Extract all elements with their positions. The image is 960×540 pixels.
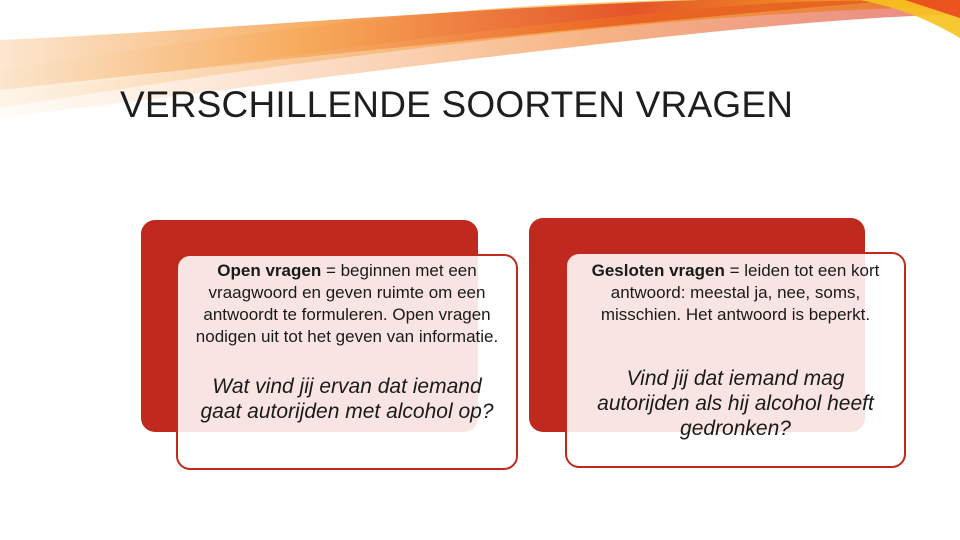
open-questions-example: Wat vind jij ervan dat iemand gaat autorijden met alcohol op? xyxy=(200,375,494,423)
slide-title: VERSCHILLENDE SOORTEN VRAGEN xyxy=(120,84,794,125)
closed-questions-term: Gesloten vragen xyxy=(591,261,725,280)
closed-questions-definition: Gesloten vragen = leiden tot een kort antwoord: meestal ja, nee, soms, misschien. Het antwoord is beperkt. xyxy=(591,261,880,324)
closed-questions-card xyxy=(565,252,906,468)
open-questions-term: Open vragen xyxy=(217,261,322,280)
closed-questions-example: Vind jij dat iemand mag autorijden als hij alcohol heeft gedronken? xyxy=(597,367,874,440)
open-questions-definition: Open vragen = beginnen met een vraagwoord en geven ruimte om een antwoordt te formuleren. Open vragen nodigen uit tot het geven van informatie. xyxy=(195,261,499,346)
open-questions-card xyxy=(176,254,518,470)
